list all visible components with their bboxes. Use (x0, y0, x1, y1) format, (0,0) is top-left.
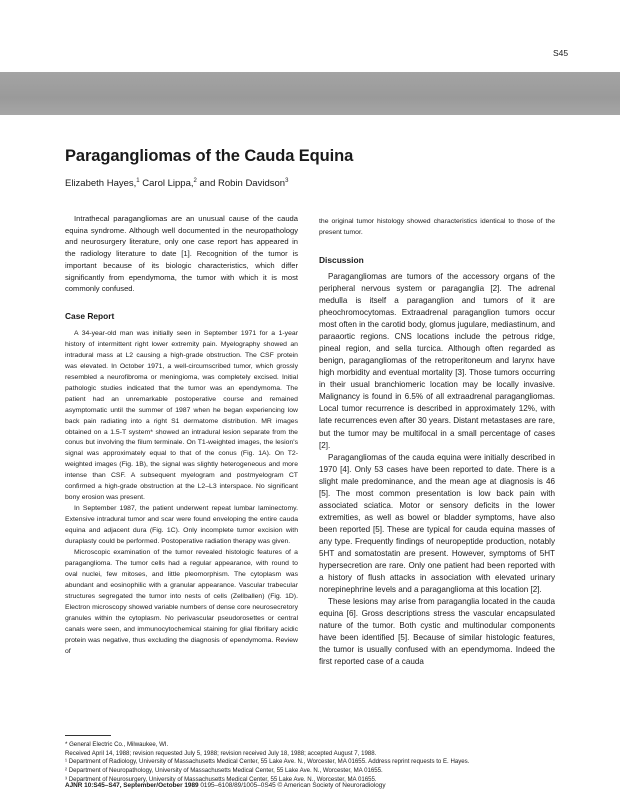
discussion-heading: Discussion (319, 254, 364, 265)
footnote: ² Department of Neuropathology, University of Massachusetts Medical Center, 55 Lake Ave. N., Worcester, MA 01655. (65, 767, 383, 775)
case-report-heading: Case Report (65, 310, 115, 321)
footnote-rule (65, 735, 111, 736)
article-title: Paragangliomas of the Cauda Equina (65, 147, 354, 165)
footnote: ³ Department of Neurosurgery, University of Massachusetts Medical Center, 55 Lake Ave. N., Worcester, MA 01655. (65, 775, 377, 783)
footnote: Received April 14, 1988; revision requested July 5, 1988; revision received July 18, 1988; accepted August 7, 1988. (65, 749, 377, 757)
case-report-paragraph: Microscopic examination of the tumor revealed histologic features of a paraganglioma. The tumor cells had a regular appearance, with round to oval nuclei, few mitoses, and little pleomorphism. The cytoplasm was abundant and eosinophilic with a granular appearance. Vascular trabecular structures segregated the tumor into nests of cells (Zellballen) (Fig. 1D). Electron microscopy showed variable numbers of dense core neurosecretory granules within the cytoplasm. No perivascular pseudorosettes or central canals were seen, and immunocytochemical staining for glial fibrillary acidic protein was negative, thus excluding the diagnosis of ependymoma. Review of (65, 548, 298, 655)
left-column (65, 213, 298, 658)
author-affiliation-mark: 1 (136, 177, 140, 184)
author-name: and Robin Davidson (199, 178, 286, 189)
page-number: S45 (553, 48, 569, 58)
footnote: * General Electric Co., Milwaukee, WI. (65, 741, 169, 748)
case-report-continuation: the original tumor histology showed characteristics identical to those of the present tumor. (319, 218, 555, 236)
header-band (0, 72, 620, 115)
discussion-paragraph: These lesions may arise from paraganglia located in the cauda equina [6]. Gross descriptions stress the vascular encapsulated nature of the tumor. Both cystic and multinodular components have been identified [5]. Because of similar histologic features, the tumor is usually confused with an ependymoma. Indeed the first reported case of a cauda (319, 597, 555, 667)
discussion-paragraph: Paragangliomas of the cauda equina were initially described in 1970 [4]. Only 53 cases have been reported to date. There is a slight male predominance, and the mean age at diagnosis is 46 [5]. The most common presentation is low back pain with associated sciatica. Motor or sensory deficits in the lower extremities, as well as bowel or bladder symptoms, have also been reported [5]. These are typical for cauda equina masses of any type. Frequently findings of neuropeptide production, notably 5HT and somatostatin are present. However, symptoms of 5HT hypersecretion are rare. Only one patient had been reported with a history of flush attacks in association with elevated urinary norepinephrine levels and a paraganglioma at this location [2]. (319, 452, 555, 595)
footnote: ¹ Department of Radiology, University of Massachusetts Medical Center, 55 Lake Ave. N., Worcester, MA 01655. Address reprint requests to E. Hayes. (65, 758, 470, 766)
case-report-paragraph: A 34-year-old man was initially seen in September 1971 for a 1-year history of intermittent right lower extremity pain. Myelography showed an intradural mass at L2 causing a high-grade obstruction. The CSF protein was elevated. In October 1971, a well-circumscribed tumor, which grossly resembled a neurofibroma or meningioma, was completely excised. Initial pathologic studies indicated that the tumor was an ependymoma. The patient had an unremarkable postoperative course and remained asymptomatic until the summer of 1987 when he began experiencing low back pain radiating into a right S1 dermatome distribution. MR images obtained on a 1.5-T system* showed an intradural lesion separate from the conus but involving the filum terminale. On T1-weighted images, the lesion's signal was approximately equal to that of the conus (Fig. 1A). On T2-weighted images (Fig. 1B), the signal was slightly heterogeneous and more intense than CSF. A subsequent myelogram and postmyelogram CT confirmed a high-grade obstruction at the L2–L3 interspace. No significant bony erosion was present. (65, 329, 298, 502)
right-column (319, 217, 555, 668)
author-list (65, 178, 288, 189)
abstract: Intrathecal paragangliomas are an unusual cause of the cauda equina syndrome. Although well documented in the neuropathology and neurosurgery literature, only one case report has appeared in the radiology literature to date [1]. Recognition of the tumor is important because of its biologic characteristics, which differ significantly from ependymoma, the tumor with which it is most commonly confused. (65, 214, 298, 294)
case-report-paragraph: In September 1987, the patient underwent repeat lumbar laminectomy. Extensive intradural tumor and scar were found enveloping the entire cauda equina and adjacent dura (Fig. 1C). Only incomplete tumor excision with duraplasty could be performed. Postoperative radiation therapy was given. (65, 505, 298, 546)
author-name: Elizabeth Hayes, (65, 178, 137, 189)
journal-issn-copyright: 0195–6108/89/1005–0S45 © American Society of Neuroradiology (200, 782, 386, 789)
discussion-paragraph: Paragangliomas are tumors of the accessory organs of the peripheral nervous system or paraganglia [2]. The adrenal medulla is itself a paraganglion and tumors of it are pheochromocytomas. Extraadrenal paraganglion tumors occur most often in the carotid body, glomus jugulare, mediastinum, and paraaortic regions. CNS locations include the petrous ridge, pineal region, and sella turcica. Although often regarded as benign, paragangliomas of the retroperitoneum and larynx have high morbidity and eventual mortality [3]. Those tumors occurring in their usual branchiomeric location may be locally invasive. Malignancy is found in 6.5% of all extraadrenal paragangliomas. Local tumor recurrence is described in approximately 12%, with late recurrences even after 30 years. Distant metastases are rare, but the tumor may be multifocal in a small percentage of cases [2]. (319, 271, 555, 450)
author-affiliation-mark: 2 (193, 177, 197, 184)
footnotes (65, 741, 560, 785)
author-affiliation-mark: 3 (285, 177, 289, 184)
author-name: Carol Lippa, (142, 178, 194, 189)
journal-reference: AJNR 10:S45–S47, September/October 1989 (65, 782, 199, 789)
journal-citation (65, 782, 386, 789)
